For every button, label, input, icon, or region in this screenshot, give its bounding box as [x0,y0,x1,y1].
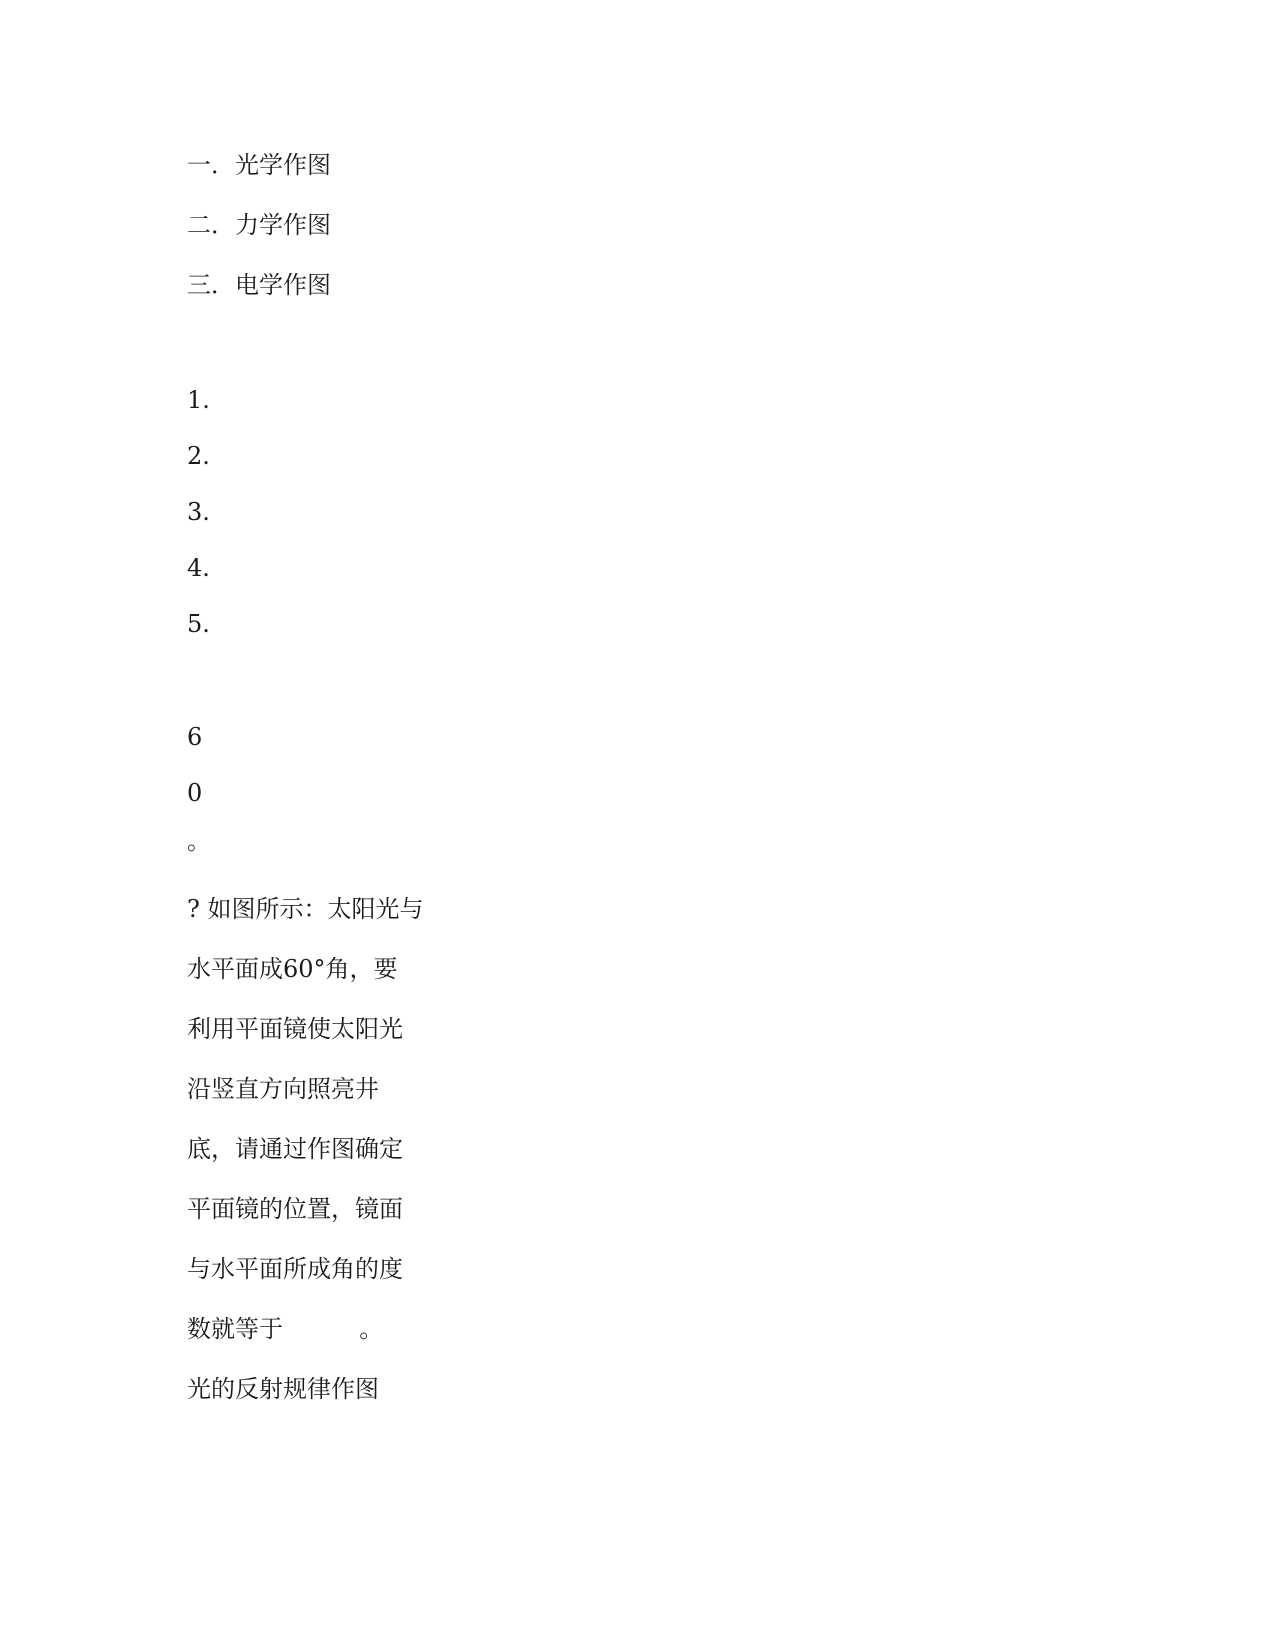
question-line-1: ? 如图所示：太阳光与 [187,895,424,923]
list-number-2: 2. [187,442,210,470]
question-line-8: 数就等于 。 [187,1315,384,1343]
heading-optics: 一．光学作图 [187,151,331,179]
list-number-3: 3. [187,498,210,526]
question-line-2: 水平面成60°角，要 [187,955,398,983]
question-line-5: 底，请通过作图确定 [187,1135,403,1163]
question-line-4: 沿竖直方向照亮井 [187,1075,379,1103]
section-label: 光的反射规律作图 [187,1375,379,1403]
list-number-5: 5. [187,610,210,638]
fragment-digit-6: 6 [187,723,203,751]
list-number-4: 4. [187,554,210,582]
question-line-7: 与水平面所成角的度 [187,1255,403,1283]
question-line-6: 平面镜的位置，镜面 [187,1195,403,1223]
fragment-period: 。 [187,827,211,855]
fragment-digit-0: 0 [187,779,203,807]
question-line-3: 利用平面镜使太阳光 [187,1015,403,1043]
list-number-1: 1. [187,386,210,414]
heading-mechanics: 二．力学作图 [187,211,331,239]
heading-electricity: 三．电学作图 [187,271,331,299]
